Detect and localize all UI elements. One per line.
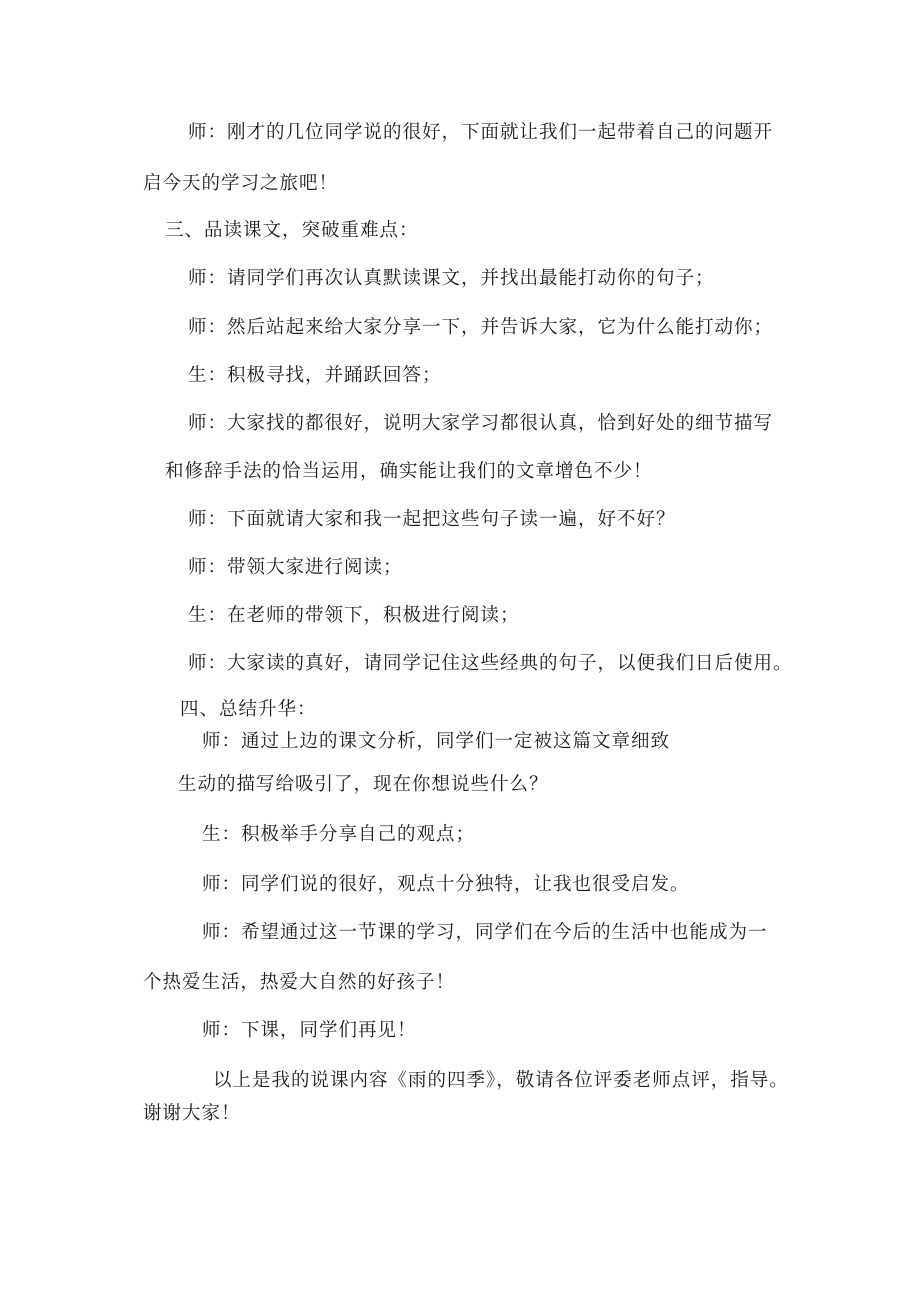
section-heading-4: 四、总结升华： xyxy=(180,699,317,720)
paragraph-line-18: 师：希望通过这一节课的学习，同学们在今后的生活中也能成为一 xyxy=(202,922,768,943)
paragraph-line-16: 生：积极举手分享自己的观点； xyxy=(202,824,476,845)
paragraph-line-5: 师：然后站起来给大家分享一下，并告诉大家，它为什么能打动你； xyxy=(188,317,774,338)
paragraph-line-1: 师：刚才的几位同学说的很好，下面就让我们一起带着自己的问题开 xyxy=(188,122,774,143)
paragraph-line-20: 师：下课，同学们再见！ xyxy=(202,1020,417,1041)
paragraph-line-14: 师：通过上边的课文分析，同学们一定被这篇文章细致 xyxy=(202,731,671,752)
paragraph-line-17: 师：同学们说的很好，观点十分独特，让我也很受启发。 xyxy=(202,874,690,895)
paragraph-line-11: 生：在老师的带领下，积极进行阅读； xyxy=(188,605,520,626)
paragraph-line-10: 师：带领大家进行阅读； xyxy=(188,557,403,578)
paragraph-line-9: 师：下面就请大家和我一起把这些句子读一遍，好不好？ xyxy=(188,509,676,530)
paragraph-line-7: 师：大家找的都很好，说明大家学习都很认真，恰到好处的细节描写 xyxy=(188,413,774,434)
paragraph-line-19: 个热爱生活，热爱大自然的好孩子！ xyxy=(143,972,456,993)
paragraph-line-2: 启今天的学习之旅吧！ xyxy=(143,173,339,194)
section-heading-3: 三、品读课文，突破重难点： xyxy=(165,220,419,241)
closing-line-22: 谢谢大家！ xyxy=(143,1103,241,1124)
closing-line-21: 以上是我的说课内容《雨的四季》，敬请各位评委老师点评，指导。 xyxy=(213,1070,789,1091)
paragraph-line-4: 师：请同学们再次认真默读课文，并找出最能打动你的句子； xyxy=(188,268,715,289)
paragraph-line-15: 生动的描写给吸引了，现在你想说些什么？ xyxy=(178,774,549,795)
paragraph-line-6: 生：积极寻找，并踊跃回答； xyxy=(188,365,442,386)
paragraph-line-8: 和修辞手法的恰当运用，确实能让我们的文章增色不少！ xyxy=(165,461,653,482)
paragraph-line-12: 师：大家读的真好，请同学记住这些经典的句子，以便我们日后使用。 xyxy=(188,653,793,674)
